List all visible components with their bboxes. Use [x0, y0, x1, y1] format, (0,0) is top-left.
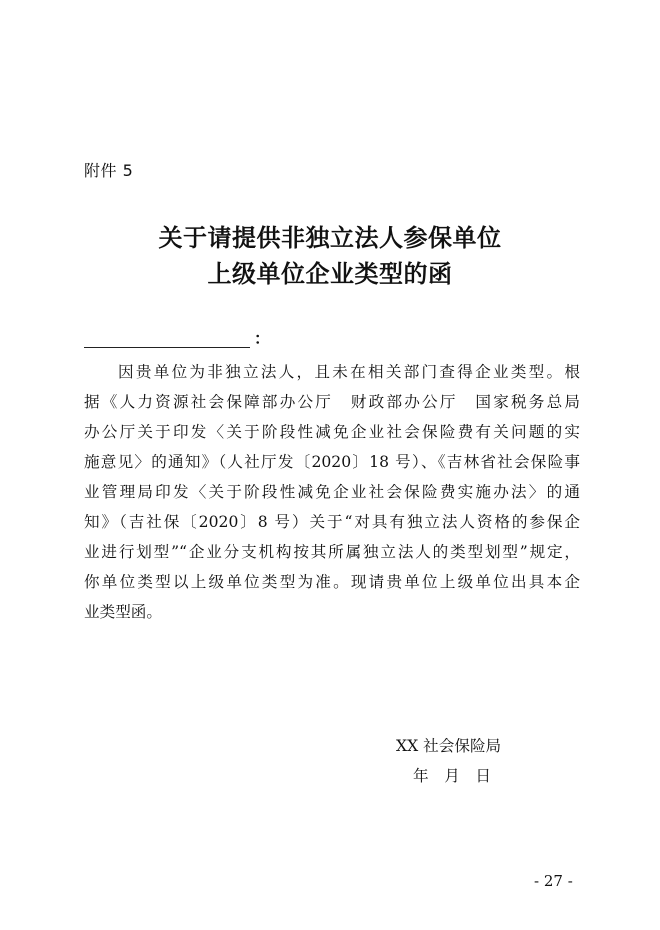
body-line: 业管理局印发〈关于阶段性减免企业社会保险费实施办法〉的通 [84, 483, 580, 501]
document-title-line-1: 关于请提供非独立法人参保单位 [158, 224, 502, 252]
page-number: - 27 - [534, 872, 573, 890]
document-title-line-2: 上级单位企业类型的函 [207, 260, 453, 288]
date-line: 年 月 日 [413, 767, 491, 785]
body-line: 因贵单位为非独立法人，且未在相关部门查得企业类型。根 [118, 363, 580, 381]
body-line: 据《人力资源社会保障部办公厅 财政部办公厅 国家税务总局 [84, 393, 580, 411]
body-line: 施意见〉的通知》（人社厅发〔2020〕18 号）、《吉林省社会保险事 [84, 453, 580, 471]
recipient-blank [84, 329, 250, 348]
issuer-name: XX 社会保险局 [396, 737, 502, 755]
recipient-colon: ： [254, 329, 271, 348]
body-line: 业类型函。 [84, 603, 162, 621]
body-line: 业进行划型”“企业分支机构按其所属独立法人的类型划型”规定， [84, 543, 580, 561]
recipient-line [84, 326, 270, 348]
attachment-label: 附件 5 [84, 161, 134, 180]
body-line: 你单位类型以上级单位类型为准。现请贵单位上级单位出具本企 [84, 573, 580, 591]
body-line: 办公厅关于印发〈关于阶段性减免企业社会保险费有关问题的实 [84, 423, 580, 441]
letter-body [84, 357, 580, 627]
body-line: 知》（吉社保〔2020〕8 号）关于“对具有独立法人资格的参保企 [84, 513, 580, 531]
